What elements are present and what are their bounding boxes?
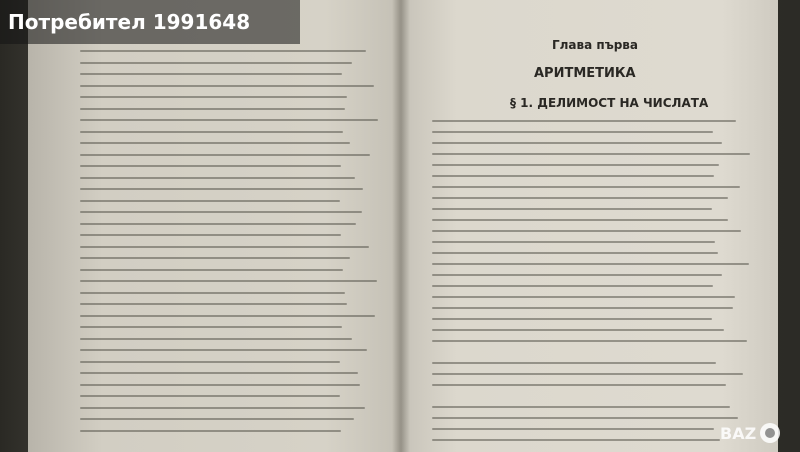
text-line (432, 373, 743, 375)
chapter-heading: Глава първа (552, 38, 638, 52)
text-line (80, 200, 340, 202)
text-line (80, 73, 342, 75)
seller-username[interactable]: Потребител 1991648 (8, 10, 251, 34)
seller-banner (0, 0, 300, 44)
text-line (80, 246, 369, 248)
text-line (432, 142, 722, 144)
text-line (80, 50, 366, 52)
text-line (80, 349, 367, 351)
text-line (432, 153, 750, 155)
text-line (432, 329, 724, 331)
text-line (80, 372, 358, 374)
text-line (432, 296, 735, 298)
text-line (432, 439, 720, 441)
text-line (432, 318, 712, 320)
text-line (80, 62, 352, 64)
text-line (80, 292, 345, 294)
text-line (80, 269, 343, 271)
text-line (432, 406, 730, 408)
text-line (80, 211, 362, 213)
watermark-logo (720, 420, 790, 446)
text-line (432, 307, 733, 309)
text-line (432, 417, 738, 419)
text-line (432, 131, 713, 133)
text-line (432, 164, 719, 166)
text-line (432, 362, 716, 364)
section-title: § 1. ДЕЛИМОСТ НА ЧИСЛАТА (510, 96, 709, 110)
text-line (80, 395, 340, 397)
text-line (432, 230, 741, 232)
text-line (80, 96, 347, 98)
left-book-page (28, 0, 400, 452)
text-line (80, 234, 341, 236)
text-line (80, 361, 340, 363)
text-line (432, 428, 714, 430)
text-line (80, 280, 377, 282)
text-line (432, 384, 726, 386)
text-line (432, 219, 728, 221)
text-line (80, 131, 343, 133)
text-line (80, 257, 350, 259)
book-spine-gutter (392, 0, 410, 452)
text-line (432, 285, 713, 287)
text-line (80, 154, 370, 156)
text-line (432, 186, 740, 188)
text-line (80, 188, 363, 190)
text-line (432, 241, 715, 243)
text-line (432, 208, 712, 210)
text-line (432, 274, 722, 276)
text-line (80, 407, 365, 409)
text-line (80, 108, 345, 110)
text-line (80, 177, 355, 179)
text-line (432, 340, 747, 342)
text-line (80, 142, 350, 144)
text-line (80, 119, 378, 121)
text-line (80, 326, 342, 328)
text-line (80, 315, 375, 317)
text-line (432, 175, 714, 177)
text-line (432, 120, 736, 122)
text-line (432, 197, 728, 199)
chapter-title: АРИТМЕТИКА (534, 66, 636, 81)
text-line (80, 303, 347, 305)
watermark-icon (760, 423, 780, 443)
text-line (80, 338, 352, 340)
text-line (80, 165, 341, 167)
text-line (80, 85, 374, 87)
text-line (80, 418, 354, 420)
text-line (432, 263, 749, 265)
text-line (432, 252, 718, 254)
text-line (80, 384, 360, 386)
text-line (80, 430, 341, 432)
text-line (80, 223, 356, 225)
watermark-text: BAZ (720, 423, 757, 443)
